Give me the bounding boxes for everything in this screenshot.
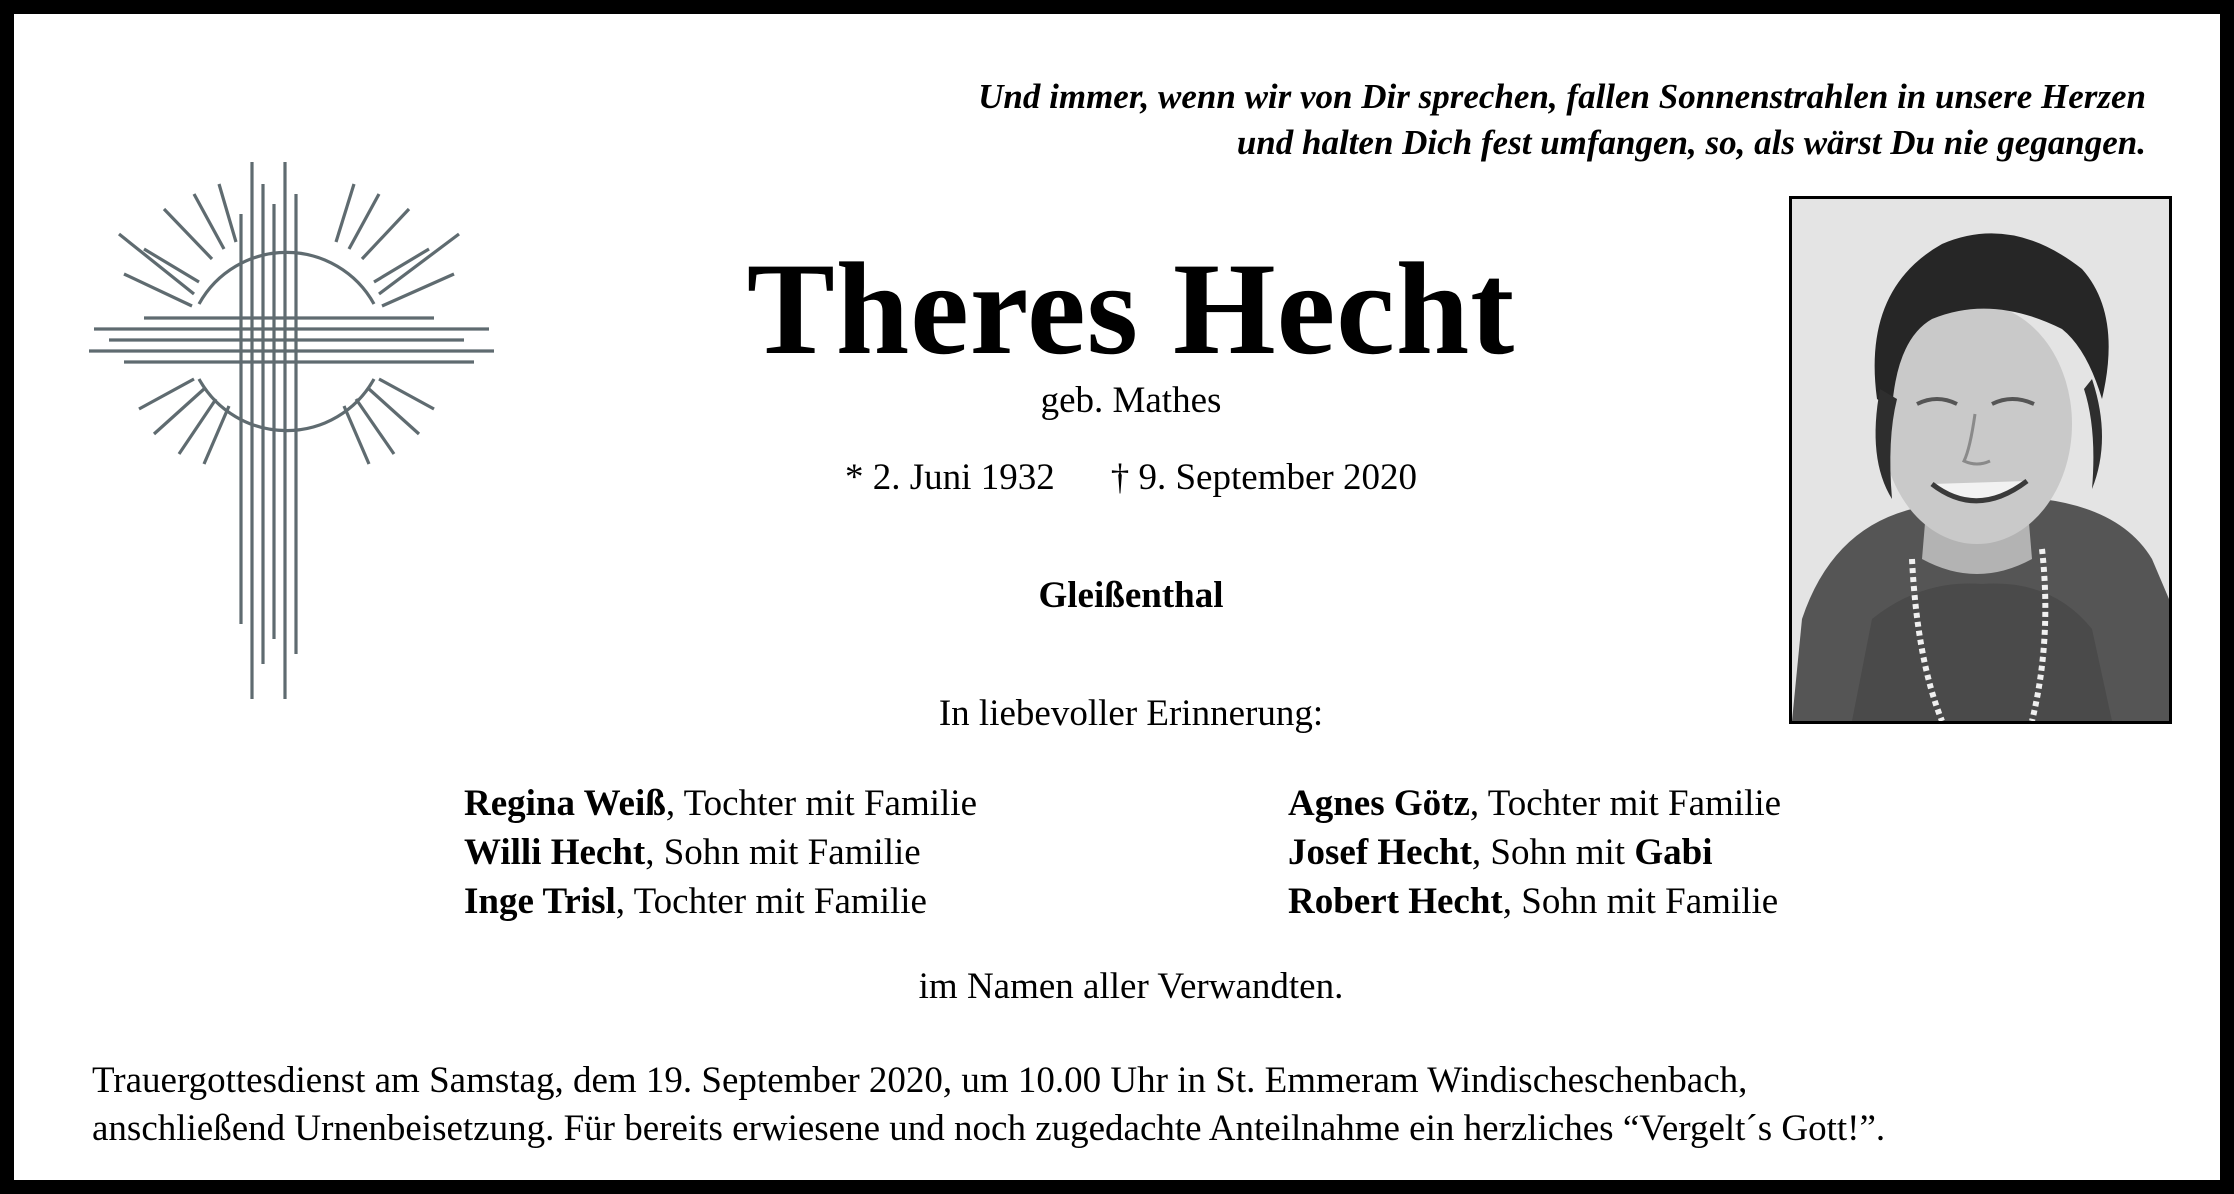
birth-date: * 2. Juni 1932 bbox=[845, 457, 1055, 498]
life-dates bbox=[14, 455, 2234, 501]
mourner-entry bbox=[464, 877, 977, 926]
mourner-partner: Gabi bbox=[1634, 832, 1713, 873]
mourner-entry bbox=[1288, 877, 1781, 926]
deceased-name: Theres Hecht bbox=[746, 235, 1516, 382]
mourner-relation: , Sohn mit bbox=[1471, 832, 1635, 873]
home-place: Gleißenthal bbox=[1038, 575, 1224, 616]
mourner-entry bbox=[464, 828, 977, 877]
relatives-line: im Namen aller Verwandten. bbox=[918, 966, 1344, 1007]
remembrance-intro: In liebevoller Erinnerung: bbox=[938, 693, 1324, 734]
mourner-relation: , Tochter mit Familie bbox=[1469, 783, 1782, 824]
birth-name: geb. Mathes bbox=[1040, 380, 1222, 421]
service-line-1: Trauergottesdienst am Samstag, dem 19. September 2020, um 10.00 Uhr in St. Emmeram Windischeschenbach, bbox=[92, 1060, 1748, 1101]
mourner-name: Josef Hecht bbox=[1288, 832, 1472, 873]
mourners-right-column bbox=[1288, 779, 1781, 926]
mourner-name: Willi Hecht bbox=[464, 832, 646, 873]
mourner-name: Robert Hecht bbox=[1288, 881, 1503, 922]
motto-quote bbox=[646, 74, 2146, 166]
service-line-2: anschließend Urnenbeisetzung. Für bereits erwiesene und noch zugedachte Anteilnahme ein herzliches “Vergelt´s Gott!”. bbox=[92, 1108, 1886, 1149]
mourner-relation: , Sohn mit Familie bbox=[645, 832, 921, 873]
mourner-entry bbox=[1288, 779, 1781, 828]
death-date: † 9. September 2020 bbox=[1110, 457, 1417, 498]
motto-line-1: Und immer, wenn wir von Dir sprechen, fallen Sonnenstrahlen in unsere Herzen bbox=[978, 77, 2146, 116]
mourner-relation: , Tochter mit Familie bbox=[615, 881, 927, 922]
mourners-left-column bbox=[464, 779, 977, 926]
mourner-name: Agnes Götz bbox=[1288, 783, 1470, 824]
mourner-name: Regina Weiß bbox=[464, 783, 666, 824]
mourner-entry bbox=[464, 779, 977, 828]
mourner-entry bbox=[1288, 828, 1781, 877]
mourner-relation: , Tochter mit Familie bbox=[665, 783, 978, 824]
motto-line-2: und halten Dich fest umfangen, so, als wärst Du nie gegangen. bbox=[1236, 123, 2146, 162]
mourner-relation: , Sohn mit Familie bbox=[1502, 881, 1779, 922]
mourner-name: Inge Trisl bbox=[464, 881, 616, 922]
service-announcement bbox=[92, 1057, 1885, 1153]
